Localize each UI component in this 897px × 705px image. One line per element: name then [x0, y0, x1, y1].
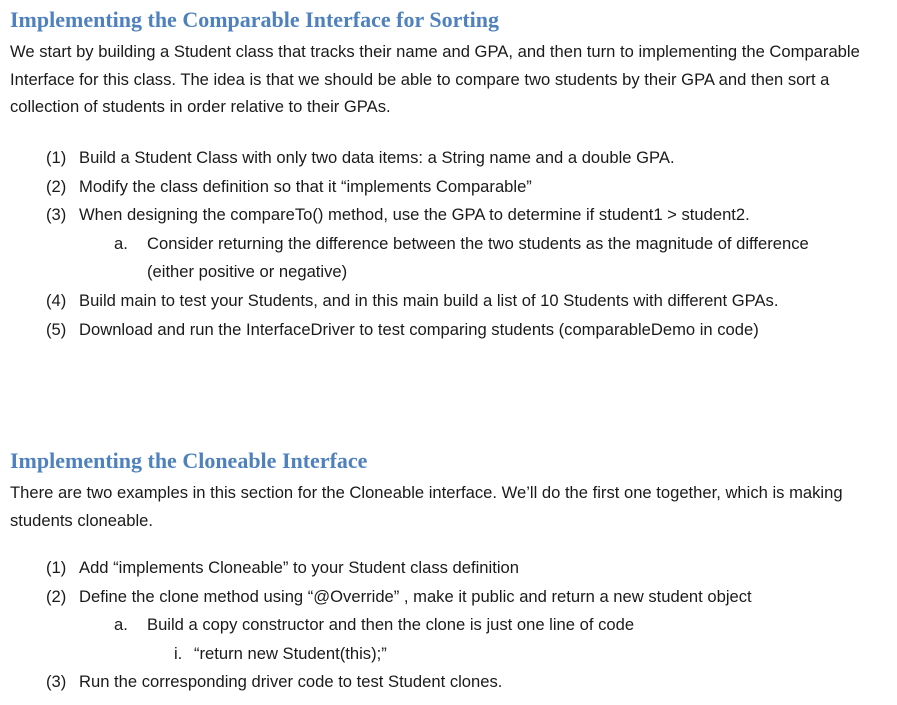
list-item-text: Consider returning the difference between the two students as the magnitude of difference (either positive or negative) [147, 233, 809, 282]
list-item-number: (2) [46, 586, 67, 606]
comparable-steps-list [10, 144, 890, 344]
section-intro-comparable: We start by building a Student class that tracks their name and GPA, and then turn to implementing the Comparable Interface for this class. The idea is that we should be able to compare two students by their GPA and then sort a collection of students in order relative to their GPAs. [10, 42, 860, 116]
list-item-text: Modify the class definition so that it “implements Comparable” [79, 176, 532, 196]
list-item-text: Download and run the InterfaceDriver to test comparing students (comparableDemo in code) [79, 319, 759, 339]
list-item-number: (3) [46, 672, 67, 692]
list-item [10, 640, 890, 669]
list-item-number: a. [114, 233, 128, 253]
list-item-text: Build a copy constructor and then the clone is just one line of code [147, 615, 635, 635]
list-item-number: (1) [46, 558, 67, 577]
list-item [10, 554, 890, 583]
list-item-text: Run the corresponding driver code to test Student clones. [79, 672, 503, 692]
list-item-number: i. [174, 643, 183, 663]
list-item [10, 583, 890, 612]
list-item-number: (1) [46, 148, 67, 167]
list-item [10, 230, 890, 287]
list-item-text: When designing the compareTo() method, use the GPA to determine if student1 > student2. [79, 205, 750, 225]
list-item [10, 611, 890, 640]
list-item-number: (4) [46, 290, 67, 310]
cloneable-steps-list [10, 554, 890, 697]
list-item-text: Add “implements Cloneable” to your Student class definition [79, 558, 519, 577]
list-item [10, 173, 890, 202]
section-intro-cloneable: There are two examples in this section for the Cloneable interface. We’ll do the first one together, which is making students cloneable. [10, 483, 843, 530]
list-item-number: (2) [46, 176, 67, 196]
list-item [10, 287, 890, 316]
list-item-text: “return new Student(this);” [194, 643, 387, 663]
list-item-text: Build a Student Class with only two data items: a String name and a double GPA. [79, 148, 675, 167]
list-item-number: a. [114, 615, 128, 635]
list-item [10, 668, 890, 697]
list-item-text: Define the clone method using “@Override” , make it public and return a new student object [79, 586, 752, 606]
list-item [10, 201, 890, 230]
list-item [10, 144, 890, 173]
list-item-text: Build main to test your Students, and in this main build a list of 10 Students with different GPAs. [79, 290, 779, 310]
section-heading-comparable: Implementing the Comparable Interface for Sorting [10, 7, 500, 32]
list-item [10, 316, 890, 345]
list-item-number: (5) [46, 319, 67, 339]
list-item-number: (3) [46, 205, 67, 225]
section-heading-cloneable: Implementing the Cloneable Interface [10, 448, 368, 473]
